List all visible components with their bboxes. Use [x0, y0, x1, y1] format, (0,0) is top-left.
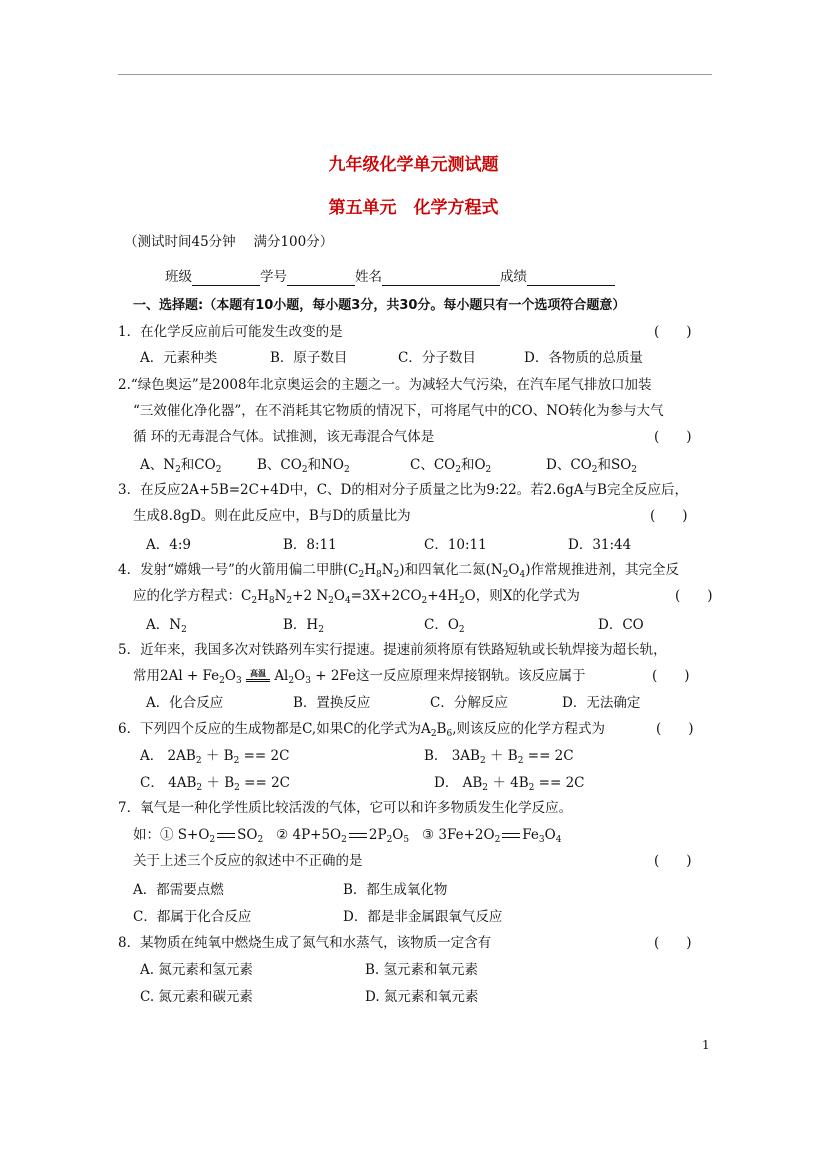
- q4b-text: B．H: [283, 617, 319, 633]
- q4-text-5: O: [508, 562, 520, 578]
- q7-eq3-right-2: O: [544, 827, 556, 843]
- q3-option-b[interactable]: B．8:11: [283, 537, 337, 553]
- q2c-text-2: 和O: [460, 457, 486, 473]
- q4-eq-2: H: [257, 588, 269, 604]
- q2b-text: B、CO: [257, 457, 302, 473]
- q2d-text-2: 和SO: [597, 457, 632, 473]
- question-4-line-1: 4．发射“嫦娥一号”的火箭用偏二甲肼$(C_2H_8N_2)$和四氧化二氮$(N_2O_4)$作常规推进剂，其完全反: [118, 562, 679, 580]
- answer-blank-3[interactable]: ( ): [650, 508, 688, 524]
- q4-text-1: 4．发射“嫦娥一号”的火箭用偏二甲肼(C: [118, 562, 359, 578]
- q7-option-c[interactable]: C．都属于化合反应: [133, 909, 252, 925]
- q1-option-a[interactable]: A．元素种类: [140, 350, 218, 366]
- q6c-3: == 2C: [239, 775, 290, 791]
- q4-eq-4: +2 N: [292, 588, 329, 604]
- student-info-row: [165, 268, 615, 286]
- q4-option-a[interactable]: A．$N_2$: [146, 617, 187, 635]
- q4-eq-7: +4H: [427, 588, 459, 604]
- q2-option-c[interactable]: C、$CO_2$和$O_2$: [410, 457, 492, 475]
- q8-option-b[interactable]: B. 氢元素和氧元素: [365, 962, 479, 978]
- score-label: 成绩: [500, 269, 527, 285]
- equals-bar: [217, 833, 235, 838]
- answer-blank-5[interactable]: ( ): [652, 668, 690, 684]
- q2-option-b[interactable]: B、$CO_2$和$NO_2$: [257, 457, 350, 475]
- q4-eq-1: 应的化学方程式：C: [133, 588, 252, 604]
- q6-option-b[interactable]: B． $3AB_2 + B_2 == 2C$: [424, 748, 574, 766]
- q2a-text: A、N: [140, 457, 176, 473]
- question-2-line-1: 2.“绿色奥运”是2008年北京奥运会的主题之一。为减轻大气污染，在汽车尾气排放口加装: [118, 377, 652, 393]
- q6a-1: A． 2AB: [140, 748, 196, 764]
- q5-option-c[interactable]: C．分解反应: [430, 695, 508, 711]
- q5-eq-3: Al: [274, 668, 289, 684]
- q2-option-d[interactable]: D、$CO_2$和$SO_2$: [546, 457, 638, 475]
- question-7-equations: 如：① $S+O_2$ $SO_2$ ② $4P+5O_2$ $2P_2O_5$ ③ $3Fe+2O_2$ $Fe_3O_4$: [133, 827, 562, 845]
- question-5-line-2: 常用$2Al + Fe_2O_3$ 高温 $Al_2O_3 + 2Fe$这一反应原理来焊接钢轨。该反应属于: [133, 667, 586, 686]
- q6-option-a[interactable]: A． $2AB_2 + B_2 == 2C$: [140, 748, 290, 766]
- question-3-line-1: 3．在反应2A+5B=2C+4D中，C、D的相对分子质量之比为9:22。若2.6gA与B完全反应后，: [118, 482, 688, 498]
- q7-eq2-right-2: O: [392, 827, 404, 843]
- q7-option-d[interactable]: D．都是非金属跟氧气反应: [343, 909, 503, 925]
- q1-option-b[interactable]: B．原子数目: [270, 350, 348, 366]
- question-3-line-2: 生成8.8gD。则在此反应中，B与D的质量比为: [133, 508, 411, 524]
- q4-eq-6: =3X+2CO: [350, 588, 422, 604]
- q2-option-a[interactable]: A、$N_2$和$CO_2$: [140, 457, 222, 475]
- q4-text-3: N: [381, 562, 394, 578]
- q7-option-a[interactable]: A．都需要点燃: [133, 882, 224, 898]
- question-8-stem: 8．某物质在纯氧中燃烧生成了氮气和水蒸气，该物质一定含有: [118, 935, 492, 951]
- answer-blank-1[interactable]: ( ): [654, 324, 692, 340]
- page-number: 1: [702, 1038, 710, 1052]
- name-field[interactable]: [382, 271, 500, 286]
- q8-option-a[interactable]: A. 氮元素和氢元素: [140, 962, 253, 978]
- q5-eq-5: + 2Fe这一反应原理来焊接钢轨。该反应属于: [310, 668, 586, 684]
- question-6-stem: 6．下列四个反应的生成物都是C,如果C的化学式为$A_2B_6$,则该反应的化学方程式为: [118, 721, 605, 739]
- equals-bar: [502, 833, 520, 838]
- question-1-stem: 1．在化学反应前后可能发生改变的是: [118, 324, 343, 340]
- q7-eq1-left: 如：① S+O: [133, 827, 210, 843]
- answer-blank-8[interactable]: ( ): [654, 935, 692, 951]
- q2c-text: C、CO: [410, 457, 456, 473]
- q7-eq3-left: ③ 3Fe+2O: [421, 827, 495, 843]
- q7-eq1-right: SO: [237, 827, 258, 843]
- q4a-text: A．N: [146, 617, 182, 633]
- question-2-line-3: 循 环的无毒混合气体。试推测，该无毒混合气体是: [133, 429, 435, 445]
- q6d-1: D． AB: [434, 775, 483, 791]
- q6b-3: == 2C: [523, 748, 574, 764]
- q6-text-3: ,则该反应的化学方程式为: [452, 721, 605, 737]
- q5-eq-4: O: [294, 668, 306, 684]
- q4-text-4: )和四氧化二氮(N: [399, 562, 503, 578]
- q6b-1: B． 3AB: [424, 748, 480, 764]
- q7-eq2-left: ② 4P+5O: [276, 827, 342, 843]
- q7-eq2-right-1: 2P: [368, 827, 387, 843]
- q6-option-d[interactable]: D． $AB_2 + 4B_2 == 2C$: [434, 775, 585, 793]
- header-rule: [118, 74, 712, 75]
- q3-option-c[interactable]: C．10:11: [424, 537, 487, 553]
- q4c-text: C．O: [424, 617, 459, 633]
- test-info: （测试时间45分钟 满分100分）: [124, 234, 334, 250]
- q3-option-d[interactable]: D．31:44: [568, 537, 632, 553]
- question-7-line-3: 关于上述三个反应的叙述中不正确的是: [133, 853, 363, 869]
- q5-eq-2: O: [224, 668, 236, 684]
- equals-bar: [349, 833, 367, 838]
- answer-blank-7[interactable]: ( ): [654, 853, 692, 869]
- reaction-condition-arrow: [246, 668, 270, 686]
- q4-eq-8: O，则X的化学式为: [464, 588, 580, 604]
- class-label: 班级: [165, 269, 192, 285]
- q6a-3: == 2C: [239, 748, 290, 764]
- q6d-3: == 2C: [534, 775, 585, 791]
- question-4-line-2: 应的化学方程式：$C_2H_8N_2+2$ $N_2O_4=3X+2CO_2+4H_2O$，则X的化学式为: [133, 588, 580, 606]
- document-subtitle: 第五单元 化学方程式: [328, 198, 499, 218]
- condition-high-temp: 高温: [250, 667, 267, 678]
- q6-option-c[interactable]: C． $4AB_2 + B_2 == 2C$: [140, 775, 290, 793]
- answer-blank-4[interactable]: ( ): [675, 588, 713, 604]
- q1-option-d[interactable]: D．各物质的总质量: [524, 350, 643, 366]
- q6-text-1: 6．下列四个反应的生成物都是C,如果C的化学式为A: [118, 721, 431, 737]
- q6-text-2: B: [436, 721, 447, 737]
- student-id-field[interactable]: [287, 271, 355, 286]
- q2a-text-2: 和CO: [180, 457, 216, 473]
- question-2-line-2: “三效催化净化器”，在不消耗其它物质的情况下，可将尾气中的CO、NO转化为参与大气: [133, 403, 664, 419]
- answer-blank-2[interactable]: ( ): [654, 429, 692, 445]
- q8-option-d[interactable]: D. 氮元素和氧元素: [365, 989, 479, 1005]
- q8-option-c[interactable]: C. 氮元素和碳元素: [140, 989, 253, 1005]
- q5-option-d[interactable]: D．无法确定: [562, 695, 641, 711]
- q4-option-b[interactable]: B．$H_2$: [283, 617, 324, 635]
- q7-eq3-right-1: Fe: [522, 827, 539, 843]
- q6c-2: ＋ B: [202, 775, 235, 791]
- student-id-label: 学号: [260, 269, 287, 285]
- class-field[interactable]: [192, 271, 260, 286]
- q3-option-a[interactable]: A．4:9: [146, 537, 191, 553]
- q6c-1: C． 4AB: [140, 775, 197, 791]
- q5-eq-1: 常用2Al + Fe: [133, 668, 220, 684]
- q1-option-c[interactable]: C．分子数目: [398, 350, 476, 366]
- name-label: 姓名: [355, 269, 382, 285]
- score-field[interactable]: [527, 271, 615, 286]
- q4-text-6: )作常规推进剂，其完全反: [525, 562, 679, 578]
- q6d-2: ＋ 4B: [488, 775, 529, 791]
- document-title: 九年级化学单元测试题: [328, 155, 499, 175]
- q6b-2: ＋ B: [485, 748, 518, 764]
- q4-text-2: H: [364, 562, 377, 578]
- q5-option-a[interactable]: A．化合反应: [146, 695, 224, 711]
- question-5-line-1: 5．近年来，我国多次对铁路列车实行提速。提速前须将原有铁路短轨或长轨焊接为超长轨，: [118, 642, 667, 658]
- q2b-text-2: 和NO: [307, 457, 344, 473]
- q7-option-b[interactable]: B．都生成氧化物: [343, 882, 448, 898]
- q4-option-c[interactable]: C．$O_2$: [424, 617, 465, 635]
- q4-eq-3: N: [274, 588, 287, 604]
- q5-option-b[interactable]: B．置换反应: [293, 695, 371, 711]
- q2d-text: D、CO: [546, 457, 592, 473]
- question-7-line-1: 7．氧气是一种化学性质比较活泼的气体，它可以和许多物质发生化学反应。: [118, 800, 573, 816]
- section-heading: 一、选择题:（本题有10小题，每小题3分，共30分。每小题只有一个选项符合题意）: [133, 298, 626, 313]
- q4-eq-5: O: [333, 588, 345, 604]
- q6a-2: ＋ B: [201, 748, 234, 764]
- answer-blank-6[interactable]: ( ): [656, 721, 694, 737]
- q4-option-d[interactable]: D．CO: [598, 617, 644, 633]
